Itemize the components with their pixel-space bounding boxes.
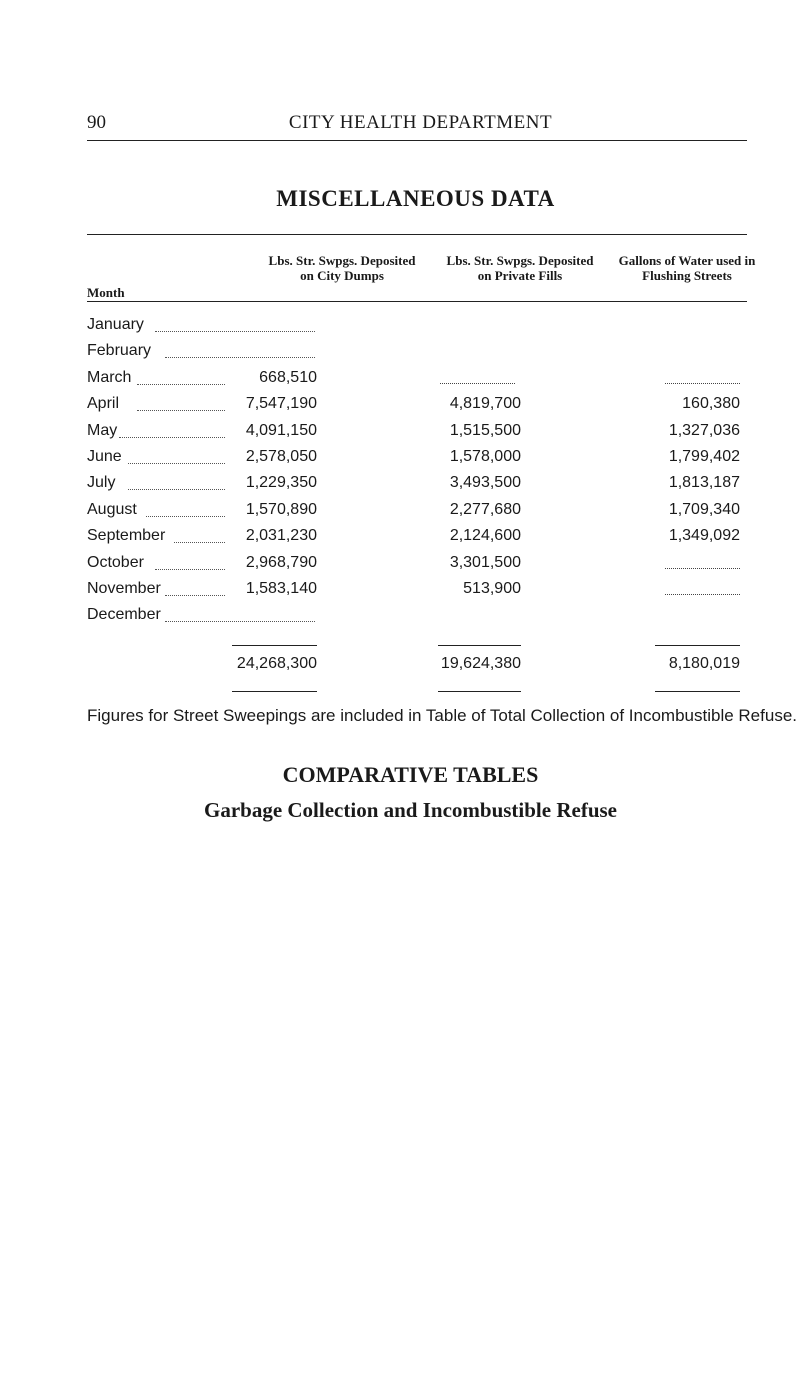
dumps-value: 2,578,050 <box>245 448 317 465</box>
page-number: 90 <box>87 112 106 133</box>
fills-value: 1,515,500 <box>449 421 521 439</box>
dumps-value: 1,570,890 <box>245 500 317 518</box>
section-title: COMPARATIVE TABLES <box>282 762 539 787</box>
table-row <box>0 474 801 498</box>
totals-row <box>0 655 801 679</box>
table-row <box>0 606 801 630</box>
running-head: CITY HEALTH DEPARTMENT <box>288 112 553 133</box>
total-rule-top-water <box>655 645 740 646</box>
month-label: October <box>87 553 144 571</box>
fills-value: 2,277,680 <box>449 500 521 518</box>
fills-value: 3,493,500 <box>449 474 521 492</box>
total-water: 8,180,019 <box>668 655 740 672</box>
table-top-rule <box>87 234 747 235</box>
col-header-water: Gallons of Water used in Flushing Streets <box>618 253 756 283</box>
water-value: 160,380 <box>682 395 740 413</box>
table-header-rule <box>87 301 747 302</box>
table-row <box>0 342 801 366</box>
table-row <box>0 527 801 551</box>
table-row <box>0 554 801 578</box>
dumps-value: 4,091,150 <box>245 421 317 439</box>
total-fills: 19,624,380 <box>440 655 521 672</box>
month-label: July <box>87 474 116 492</box>
page-title: MISCELLANEOUS DATA <box>276 186 555 211</box>
dot-leader <box>165 357 315 358</box>
month-label: January <box>87 316 144 333</box>
dumps-value: 2,968,790 <box>245 553 317 571</box>
fills-value: 3,301,500 <box>449 553 521 571</box>
total-dumps: 24,268,300 <box>236 655 317 672</box>
month-label: November <box>87 580 161 597</box>
month-label: February <box>87 342 152 360</box>
month-label: May <box>87 421 118 439</box>
fills-value: 4,819,700 <box>449 395 521 413</box>
table-row <box>0 448 801 472</box>
table-row <box>0 369 801 393</box>
water-value: 1,349,092 <box>668 527 740 545</box>
water-value: 1,813,187 <box>668 474 740 492</box>
month-label: December <box>87 606 161 624</box>
table-row <box>0 316 801 340</box>
table-row <box>0 422 801 446</box>
empty-cell-dash <box>665 594 740 595</box>
total-rule-bottom-water <box>655 691 740 692</box>
section-subtitle: Garbage Collection and Incombustible Refuse <box>203 798 617 822</box>
water-value: 1,709,340 <box>668 500 740 518</box>
footnote: Figures for Street Sweepings are included in Table of Total Collection of Incombustible Refuse. <box>87 706 797 725</box>
month-label: April <box>87 395 120 413</box>
col-header-dumps: Lbs. Str. Swpgs. Deposited on City Dumps <box>268 253 416 283</box>
total-rule-top-dumps <box>232 645 317 646</box>
col-header-month: Month <box>87 285 125 300</box>
empty-cell-dash <box>665 568 740 569</box>
col-header-fills: Lbs. Str. Swpgs. Deposited on Private Fills <box>446 253 594 283</box>
fills-value: 513,900 <box>463 580 521 597</box>
month-label: August <box>87 500 137 518</box>
dot-leader <box>155 331 315 332</box>
water-value: 1,799,402 <box>668 448 740 465</box>
total-rule-bottom-dumps <box>232 691 317 692</box>
fills-value: 2,124,600 <box>449 527 521 545</box>
dumps-value: 7,547,190 <box>245 395 317 413</box>
water-value: 1,327,036 <box>668 421 740 439</box>
month-label: September <box>87 527 166 545</box>
empty-cell-dash <box>440 383 515 384</box>
dumps-value: 668,510 <box>259 368 317 386</box>
total-rule-top-fills <box>438 645 521 646</box>
table-row <box>0 580 801 604</box>
table-row <box>0 395 801 419</box>
empty-cell-dash <box>665 383 740 384</box>
month-label: March <box>87 368 132 386</box>
fills-value: 1,578,000 <box>449 448 521 465</box>
dumps-value: 2,031,230 <box>245 527 317 545</box>
total-rule-bottom-fills <box>438 691 521 692</box>
month-label: June <box>87 448 122 465</box>
dot-leader <box>165 621 315 622</box>
dumps-value: 1,229,350 <box>245 474 317 492</box>
table-row <box>0 501 801 525</box>
dumps-value: 1,583,140 <box>245 580 317 597</box>
header-rule <box>87 140 747 141</box>
